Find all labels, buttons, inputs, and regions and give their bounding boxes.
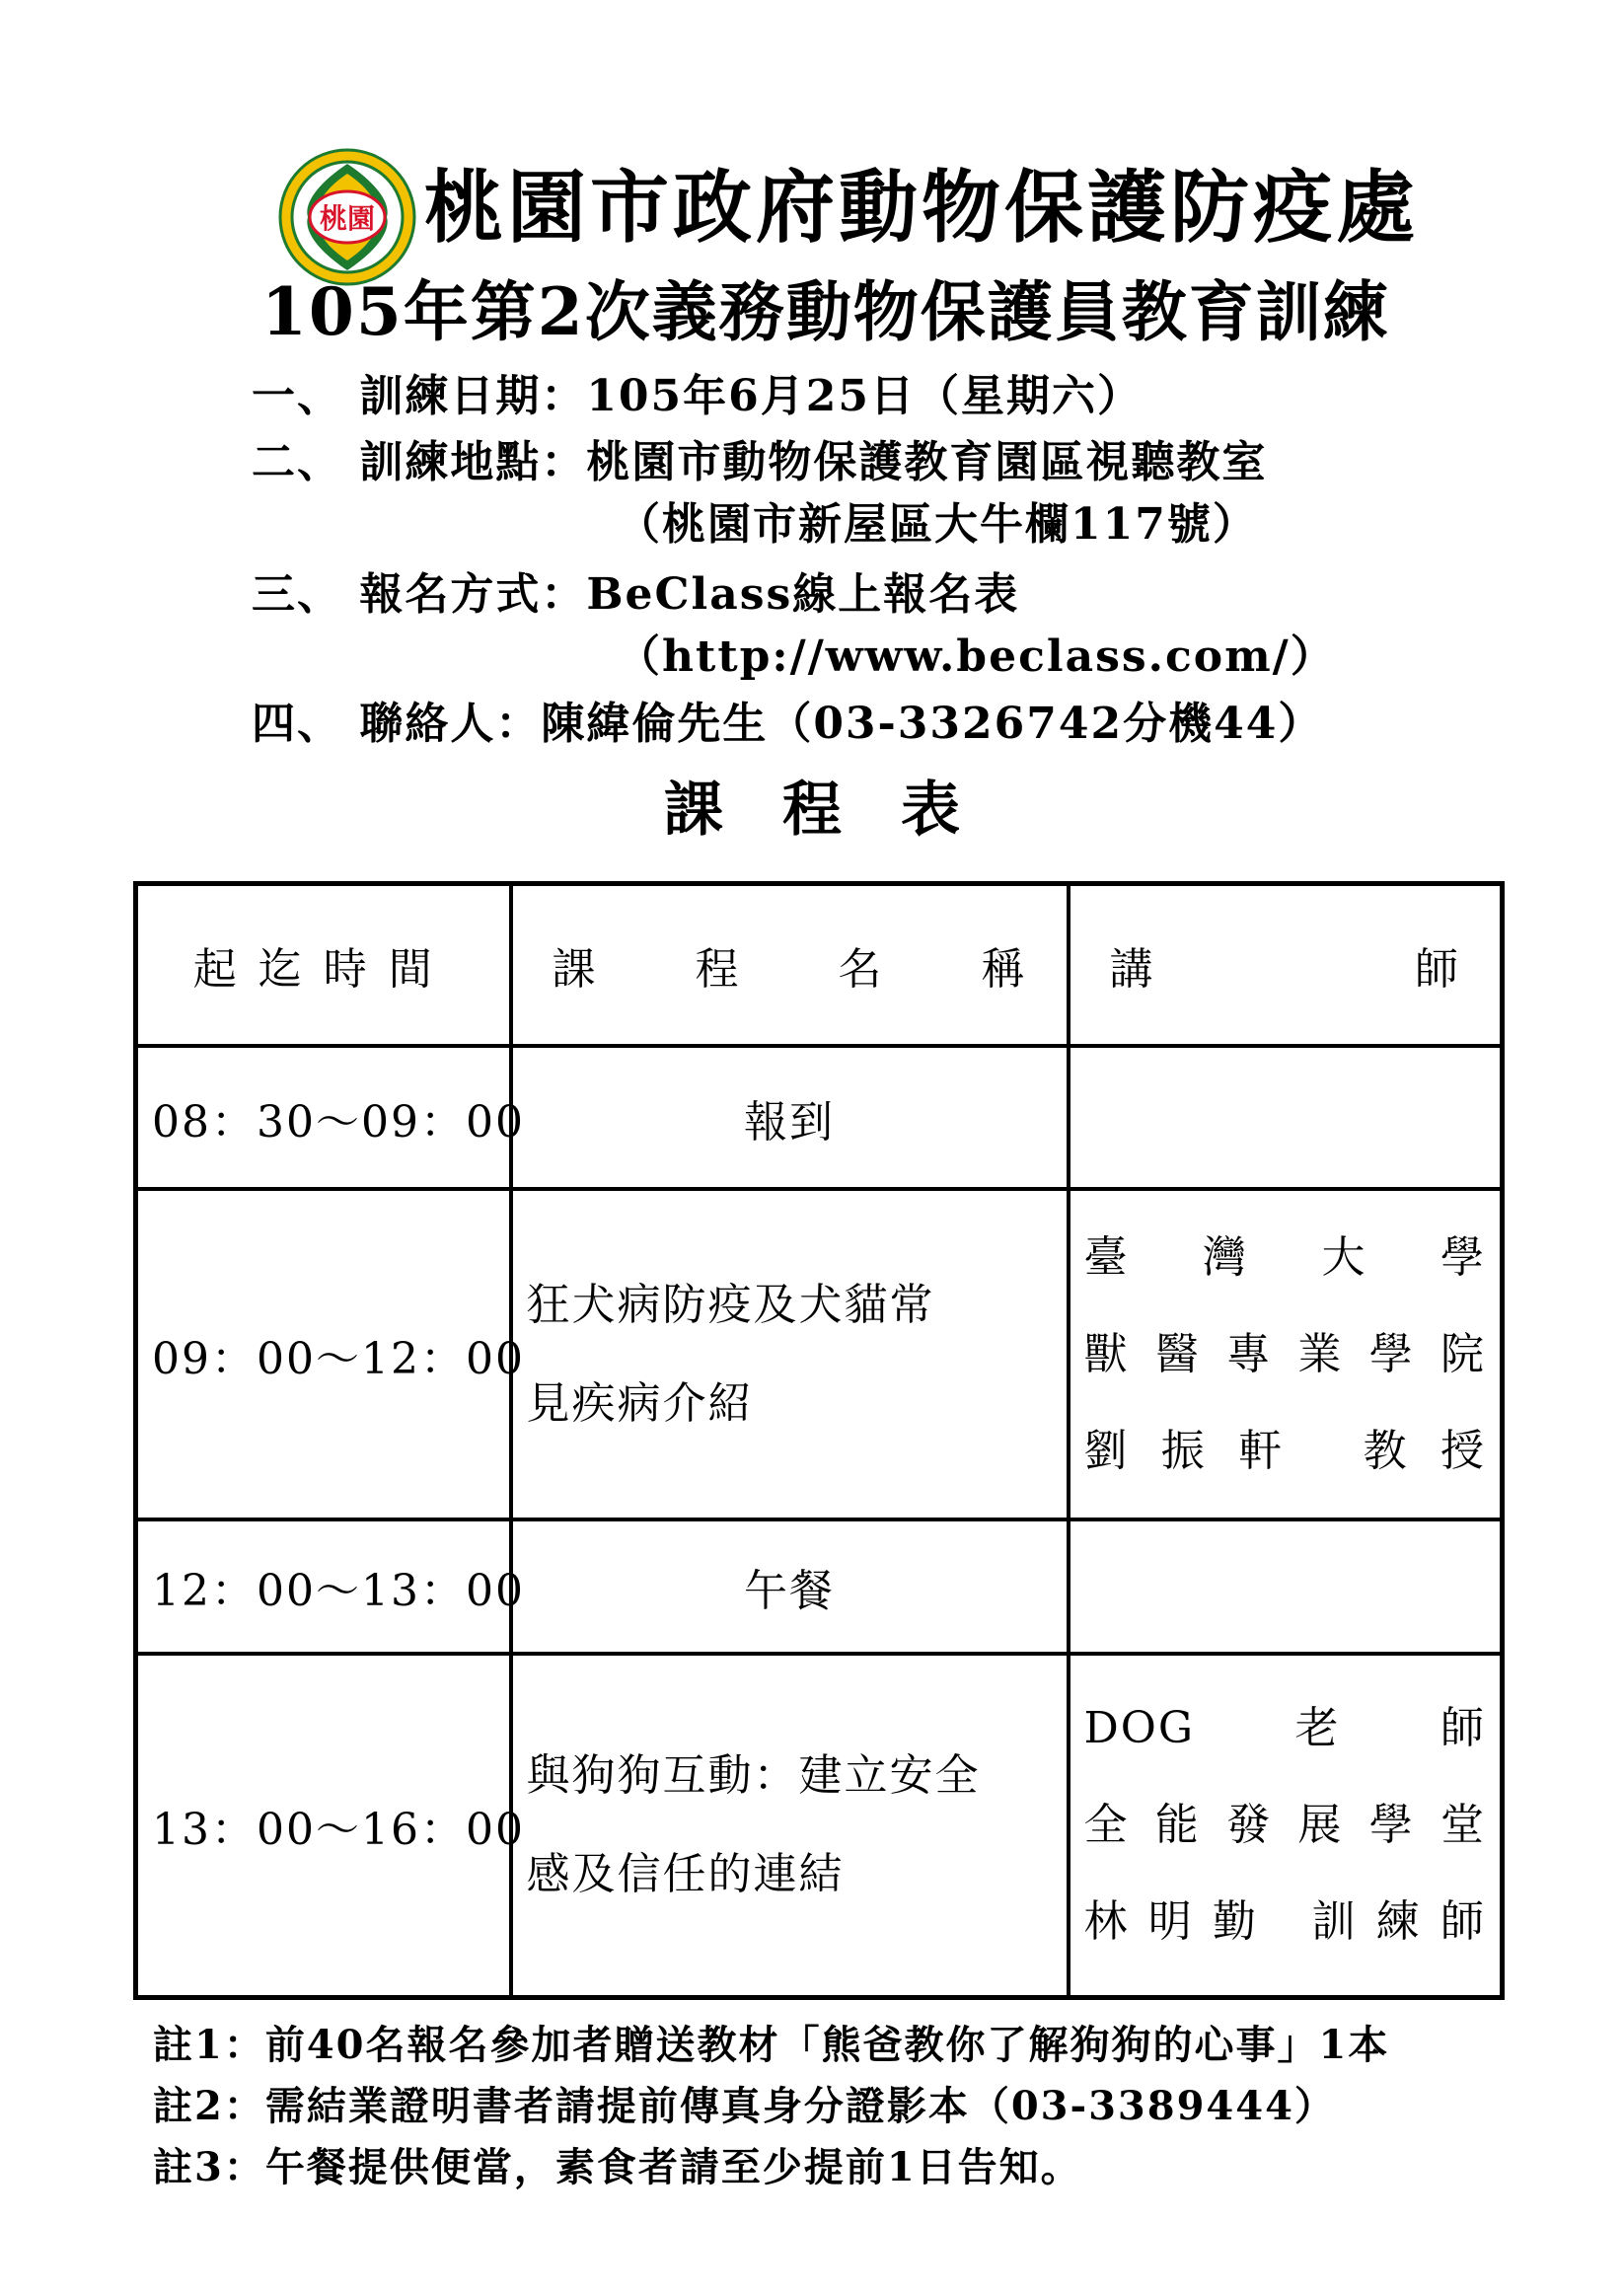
info-address-row: [252, 499, 1258, 552]
note-1: 註1：前40名報名參加者贈送教材「熊爸教你了解狗狗的心事」1本: [153, 2022, 1390, 2068]
table-row: [136, 1654, 1503, 1997]
teacher-line: 林明勤 訓練師: [1083, 1895, 1486, 1947]
teacher-line: 臺灣大學: [1083, 1231, 1486, 1283]
row-teacher: [1069, 1519, 1503, 1654]
row-teacher: [1069, 1189, 1503, 1519]
course-line: 見疾病介紹: [526, 1377, 754, 1429]
row-course: [511, 1189, 1069, 1519]
header-course: 課程名稱: [511, 884, 1069, 1047]
header: [0, 148, 1624, 286]
logo-text: 桃園: [319, 202, 376, 235]
table-row: [136, 1189, 1503, 1519]
info-signup-url-row: [252, 631, 1336, 684]
notes: [153, 2015, 1389, 2198]
info-signup: 三、 報名方式：BeClass線上報名表: [252, 569, 1020, 620]
course-line: 與狗狗互動：建立安全: [526, 1749, 981, 1801]
org-logo: [278, 148, 416, 286]
note-3: 註3：午餐提供便當，素食者請至少提前1日告知。: [153, 2144, 1082, 2190]
row-course: [511, 1654, 1069, 1997]
note-2: 註2：需結業證明書者請提前傳真身分證影本（03-3389444）: [153, 2083, 1336, 2129]
info-contact: 四、 聯絡人：陳緯倫先生（03-3326742分機44）: [252, 699, 1324, 749]
row-time: 13：00～16：00: [136, 1654, 511, 1997]
row-time: 09：00～12：00: [136, 1189, 511, 1519]
event-title: 105年第2次義務動物保護員教育訓練: [261, 273, 1390, 350]
course-line: 狂犬病防疫及犬貓常: [526, 1279, 935, 1330]
row-time: 12：00～13：00: [136, 1519, 511, 1654]
schedule-table: [133, 881, 1505, 2000]
table-header-row: [136, 884, 1503, 1047]
table-row: [136, 1046, 1503, 1189]
header-teacher: 講師: [1069, 884, 1503, 1047]
row-course: 午餐: [511, 1519, 1069, 1654]
row-course: 報到: [511, 1046, 1069, 1189]
schedule-title: 課程表: [664, 776, 1019, 845]
teacher-line: DOG老師: [1083, 1702, 1486, 1753]
teacher-line: 獸醫專業學院: [1083, 1328, 1486, 1379]
org-name: 桃園市政府動物保護防疫處: [424, 161, 1419, 254]
info-address: （桃園市新屋區大牛欄117號）: [617, 499, 1258, 550]
info-location: 二、 訓練地點：桃園市動物保護教育園區視聽教室: [252, 437, 1268, 487]
course-line: 感及信任的連結: [526, 1848, 845, 1899]
row-teacher: [1069, 1046, 1503, 1189]
row-teacher: [1069, 1654, 1503, 1997]
teacher-line: 全能發展學堂: [1083, 1799, 1486, 1850]
table-row: [136, 1519, 1503, 1654]
info-signup-url: （http://www.beclass.com/）: [617, 631, 1336, 682]
row-time: 08：30～09：00: [136, 1046, 511, 1189]
teacher-line: 劉振軒 教授: [1083, 1425, 1486, 1476]
header-time: 起迄時間: [136, 884, 511, 1047]
info-date: 一、 訓練日期：105年6月25日（星期六）: [252, 371, 1144, 421]
